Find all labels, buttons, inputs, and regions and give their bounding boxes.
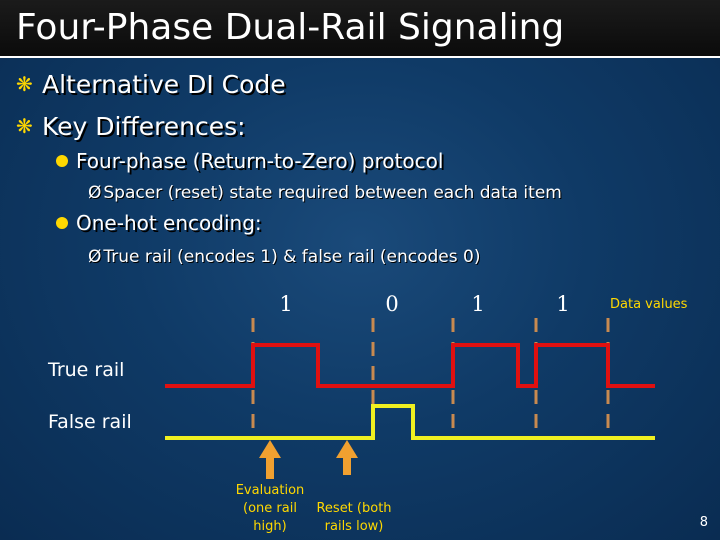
reset-callout-line: rails low) bbox=[324, 519, 384, 534]
arrow-bullet-icon: Ø bbox=[88, 183, 102, 203]
data-value-label: 0 bbox=[385, 292, 399, 316]
true-rail-waveform bbox=[165, 345, 655, 386]
bullet-text: Alternative DI Code bbox=[42, 70, 286, 99]
evaluation-callout-line: (one rail bbox=[243, 501, 297, 516]
slide-title: Four-Phase Dual-Rail Signaling bbox=[16, 7, 565, 48]
bullet-text: Key Differences: bbox=[42, 112, 246, 141]
evaluation-callout-line: Evaluation bbox=[235, 483, 305, 498]
reset-callout bbox=[316, 501, 391, 534]
false-rail-label: False rail bbox=[48, 411, 132, 433]
data-value-label: 1 bbox=[471, 292, 485, 316]
arrow-bullet-icon: Ø bbox=[88, 247, 102, 267]
guide-marks bbox=[253, 318, 608, 440]
page-number: 8 bbox=[699, 515, 708, 530]
evaluation-callout-line: high) bbox=[253, 519, 287, 534]
sub-bullet-text: Four-phase (Return-to-Zero) protocol bbox=[76, 149, 444, 173]
evaluation-callout bbox=[236, 483, 305, 534]
reset-arrow-icon bbox=[336, 440, 358, 475]
false-rail-waveform bbox=[165, 406, 655, 438]
data-value-label: 1 bbox=[279, 292, 293, 316]
sub-bullet-text: One-hot encoding: bbox=[76, 211, 262, 235]
sub-sub-bullet-text: True rail (encodes 1) & false rail (encodes 0) bbox=[103, 247, 481, 267]
data-values-label: Data values bbox=[610, 297, 688, 312]
asterisk-bullet-icon: ❋ bbox=[16, 72, 33, 96]
true-rail-label: True rail bbox=[48, 359, 125, 381]
reset-callout-line: Reset (both bbox=[316, 501, 392, 516]
data-value-label: 1 bbox=[556, 292, 570, 316]
evaluation-arrow-icon bbox=[259, 440, 281, 479]
asterisk-bullet-icon: ❋ bbox=[16, 114, 33, 138]
sub-sub-bullet-text: Spacer (reset) state required between each data item bbox=[103, 183, 562, 203]
